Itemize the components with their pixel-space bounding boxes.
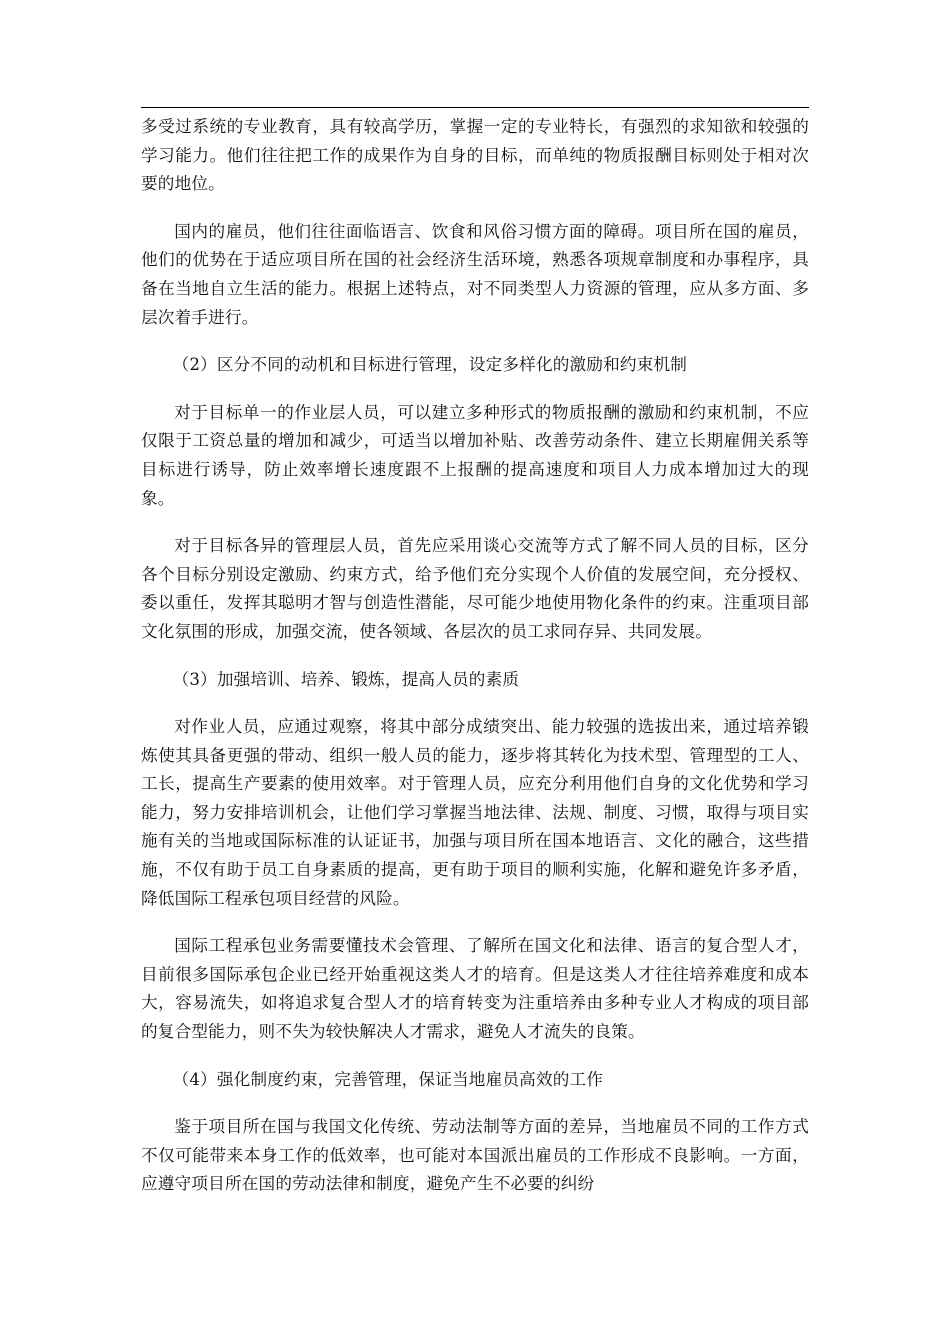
section-heading-2: （2）区分不同的动机和目标进行管理，设定多样化的激励和约束机制 <box>172 355 688 375</box>
paragraph-local-employees: 鉴于项目所在国与我国文化传统、劳动法制等方面的差异，当地雇员不同的工作方式不仅可能带来本身工作的低效率，也可能对本国派出雇员的工作形成不良影响。一方面，应遵守项目所在国的劳动法律和制度，避免产生不必要的纠纷 <box>141 1117 809 1194</box>
section-heading-3: （3）加强培训、培养、锻炼，提高人员的素质 <box>172 669 520 689</box>
document-body <box>141 113 809 1218</box>
paragraph-continuation: 多受过系统的专业教育，具有较高学历，掌握一定的专业特长，有强烈的求知欲和较强的学习能力。他们往往把工作的成果作为自身的目标，而单纯的物质报酬目标则处于相对次要的地位。 <box>141 117 809 194</box>
section-heading-4: （4）强化制度约束，完善管理，保证当地雇员高效的工作 <box>172 1069 604 1089</box>
paragraph-employees: 国内的雇员，他们往往面临语言、饮食和风俗习惯方面的障碍。项目所在国的雇员，他们的优势在于适应项目所在国的社会经济生活环境，熟悉各项规章制度和办事程序，具备在当地自立生活的能力。根据上述特点，对不同类型人力资源的管理，应从多方面、多层次着手进行。 <box>141 221 809 327</box>
paragraph-management-staff: 对于目标各异的管理层人员，首先应采用谈心交流等方式了解不同人员的目标，区分各个目标分别设定激励、约束方式，给予他们充分实现个人价值的发展空间，充分授权、委以重任，发挥其聪明才智与创造性潜能，尽可能少地使用物化条件的约束。注重项目部文化氛围的形成，加强交流，使各领域、各层次的员工求同存异、共同发展。 <box>141 536 809 641</box>
header-rule <box>141 107 809 108</box>
paragraph-composite-talent: 国际工程承包业务需要懂技术会管理、了解所在国文化和法律、语言的复合型人才，目前很多国际承包企业已经开始重视这类人才的培育。但是这类人才往往培养难度和成本大，容易流失，如将追求复合型人才的培育转变为注重培养由多种专业人才构成的项目部的复合型能力，则不失为较快解决人才需求，避免人才流失的良策。 <box>141 936 809 1042</box>
paragraph-training: 对作业人员，应通过观察，将其中部分成绩突出、能力较强的选拔出来，通过培养锻炼使其具备更强的带动、组织一般人员的能力，逐步将其转化为技术型、管理型的工人、工长，提高生产要素的使用效率。对于管理人员，应充分利用他们自身的文化优势和学习能力，努力安排培训机会，让他们学习掌握当地法律、法规、制度、习惯，取得与项目实施有关的当地或国际标准的认证证书，加强与项目所在国本地语言、文化的融合，这些措施，不仅有助于员工自身素质的提高，更有助于项目的顺利实施，化解和避免许多矛盾，降低国际工程承包项目经营的风险。 <box>141 717 809 908</box>
paragraph-operating-staff: 对于目标单一的作业层人员，可以建立多种形式的物质报酬的激励和约束机制，不应仅限于工资总量的增加和减少，可适当以增加补贴、改善劳动条件、建立长期雇佣关系等目标进行诱导，防止效率增长速度跟不上报酬的提高速度和项目人力成本增加过大的现象。 <box>141 402 809 508</box>
